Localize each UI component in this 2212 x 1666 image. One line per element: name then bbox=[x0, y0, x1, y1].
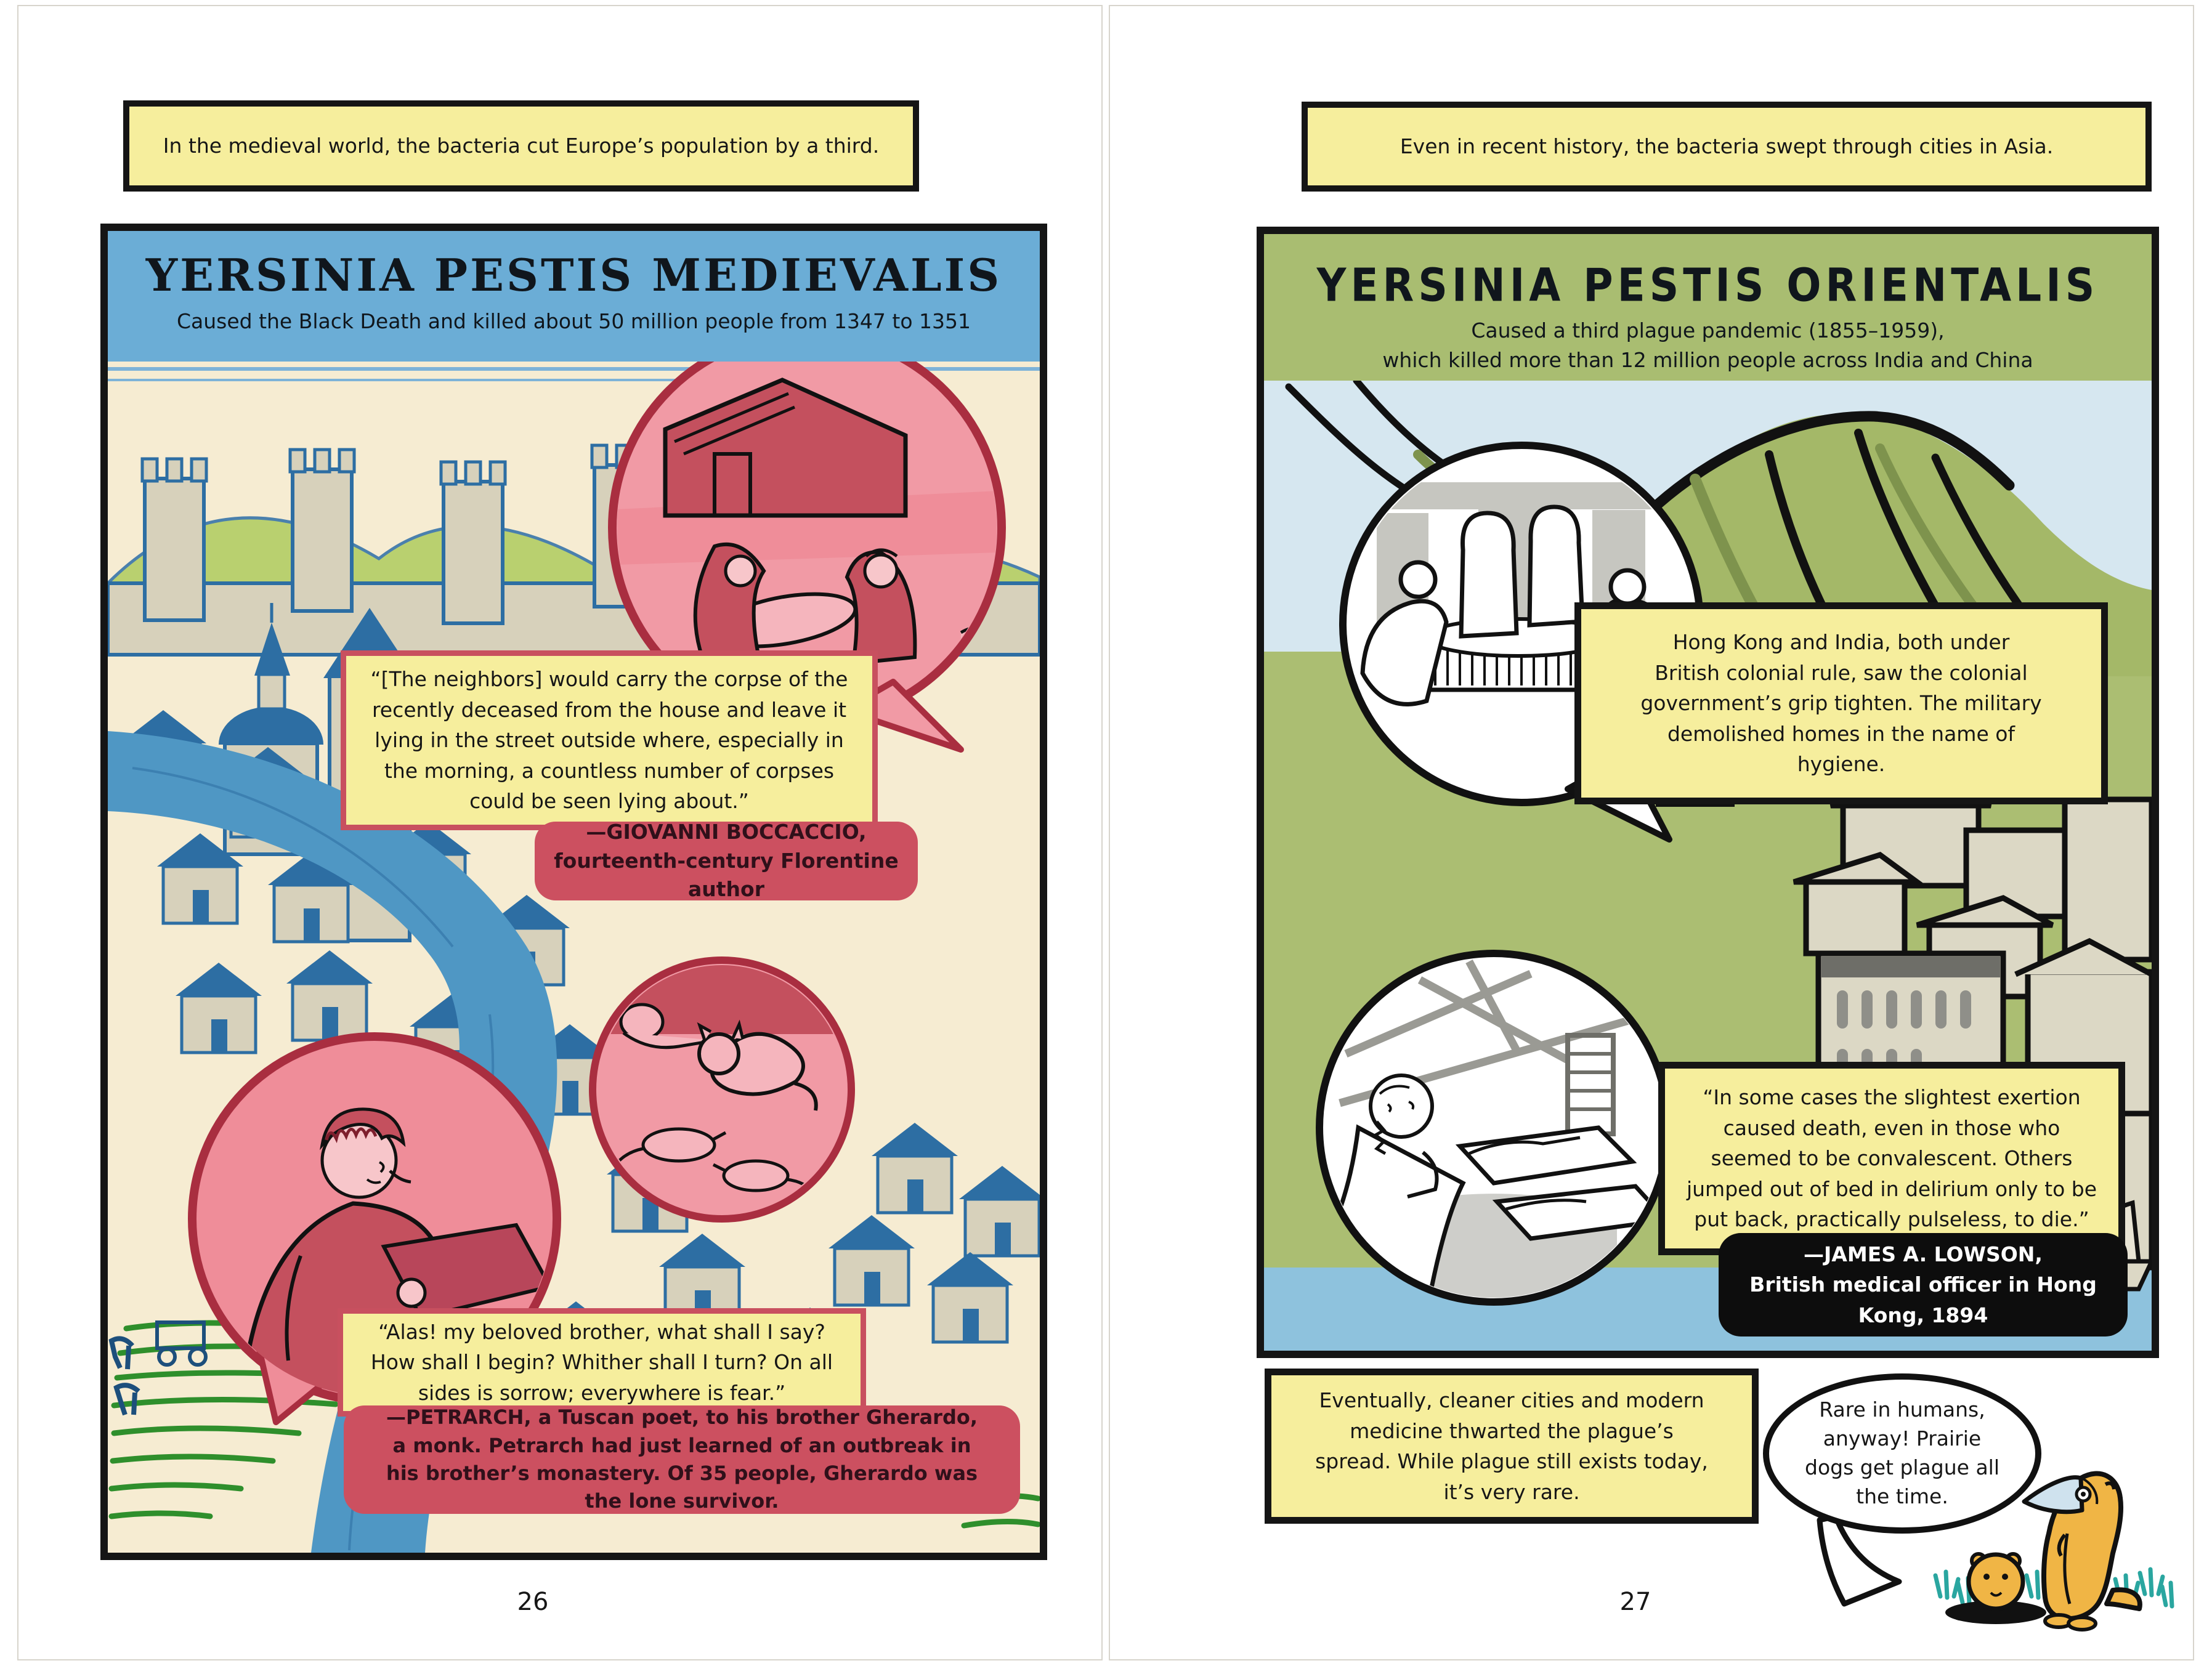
colonial-info-text: Hong Kong and India, both under British colonial rule, saw the colonial government’s grip tighten. The military demolished homes in the name of hygiene. bbox=[1640, 630, 2042, 777]
caption-text: In the medieval world, the bacteria cut Europe’s population by a third. bbox=[163, 133, 880, 158]
page-number-left: 26 bbox=[517, 1588, 549, 1616]
petrarch-attribution-text: —PETRARCH, a Tuscan poet, to his brother Gherardo, a monk. Petrarch had just learned of an outbreak in his brother’s monastery. Of 35 people, Gherardo was the lone survivor. bbox=[386, 1405, 978, 1513]
petrarch-attribution-box bbox=[344, 1405, 1020, 1514]
boccaccio-attribution-box bbox=[535, 819, 918, 902]
lowson-attribution-name: —JAMES A. LOWSON, bbox=[1804, 1242, 2043, 1266]
caption-box-medieval bbox=[123, 100, 919, 192]
panel-subtitle-line2: which killed more than 12 million people across India and China bbox=[1382, 348, 2033, 373]
panel-title: YERSINIA PESTIS MEDIEVALIS bbox=[145, 249, 1002, 301]
colonial-info-box bbox=[1574, 602, 2108, 804]
hospital-ward-vignette bbox=[1319, 953, 1668, 1302]
outro-text: Eventually, cleaner cities and modern medicine thwarted the plague’s spread. While plague still exists today, it’s very rare. bbox=[1315, 1388, 1708, 1504]
panel-subtitle: Caused the Black Death and killed about 50 million people from 1347 to 1351 bbox=[176, 309, 971, 333]
panel-title-orientalis: YERSINIA PESTIS ORIENTALIS bbox=[1316, 259, 2099, 312]
outro-box bbox=[1265, 1369, 1759, 1524]
boccaccio-quote-text: “[The neighbors] would carry the corpse of the recently deceased from the house and leave it lying in the street outside where, especially in the morning, a countless number of corpses could be seen lying about.” bbox=[370, 667, 848, 814]
page-number-right: 27 bbox=[1619, 1588, 1651, 1616]
panel-subtitle-line1: Caused a third plague pandemic (1855–1959), bbox=[1471, 318, 1945, 342]
boccaccio-attribution-name: —GIOVANNI BOCCACCIO, bbox=[586, 819, 867, 844]
caption-text-asia: Even in recent history, the bacteria swept through cities in Asia. bbox=[1400, 134, 2054, 158]
lowson-quote-box bbox=[1658, 1062, 2125, 1255]
lowson-attribution-role: British medical officer in Hong Kong, 1894 bbox=[1749, 1272, 2097, 1327]
prairie-dog-speech-bubble bbox=[1763, 1373, 2041, 1534]
cats-rats-vignette bbox=[593, 960, 851, 1219]
petrarch-quote-box bbox=[338, 1308, 866, 1417]
masked-prairie-dog bbox=[2024, 1474, 2140, 1630]
petrarch-quote-text: “Alas! my beloved brother, what shall I say? How shall I begin? Whither shall I turn? On all sides is sorrow; everywhere is fear.” bbox=[370, 1319, 833, 1405]
lowson-attribution-box bbox=[1719, 1233, 2128, 1336]
small-prairie-dog bbox=[1969, 1554, 2023, 1609]
boccaccio-attribution-role: fourteenth-century Florentine author bbox=[554, 848, 899, 902]
boccaccio-quote-box bbox=[341, 650, 878, 830]
panel-header-medievalis bbox=[108, 231, 1040, 362]
panel-header-orientalis bbox=[1264, 234, 2152, 381]
lowson-quote-text: “In some cases the slightest exertion caused death, even in those who seemed to be convalescent. Others jumped out of bed in delirium only to be put back, practically pulseless, to die.” bbox=[1686, 1085, 2097, 1232]
caption-box-asia bbox=[1302, 102, 2152, 192]
prairie-dog-speech-text: Rare in humans, anyway! Prairie dogs get plague all the time. bbox=[1805, 1397, 1999, 1508]
